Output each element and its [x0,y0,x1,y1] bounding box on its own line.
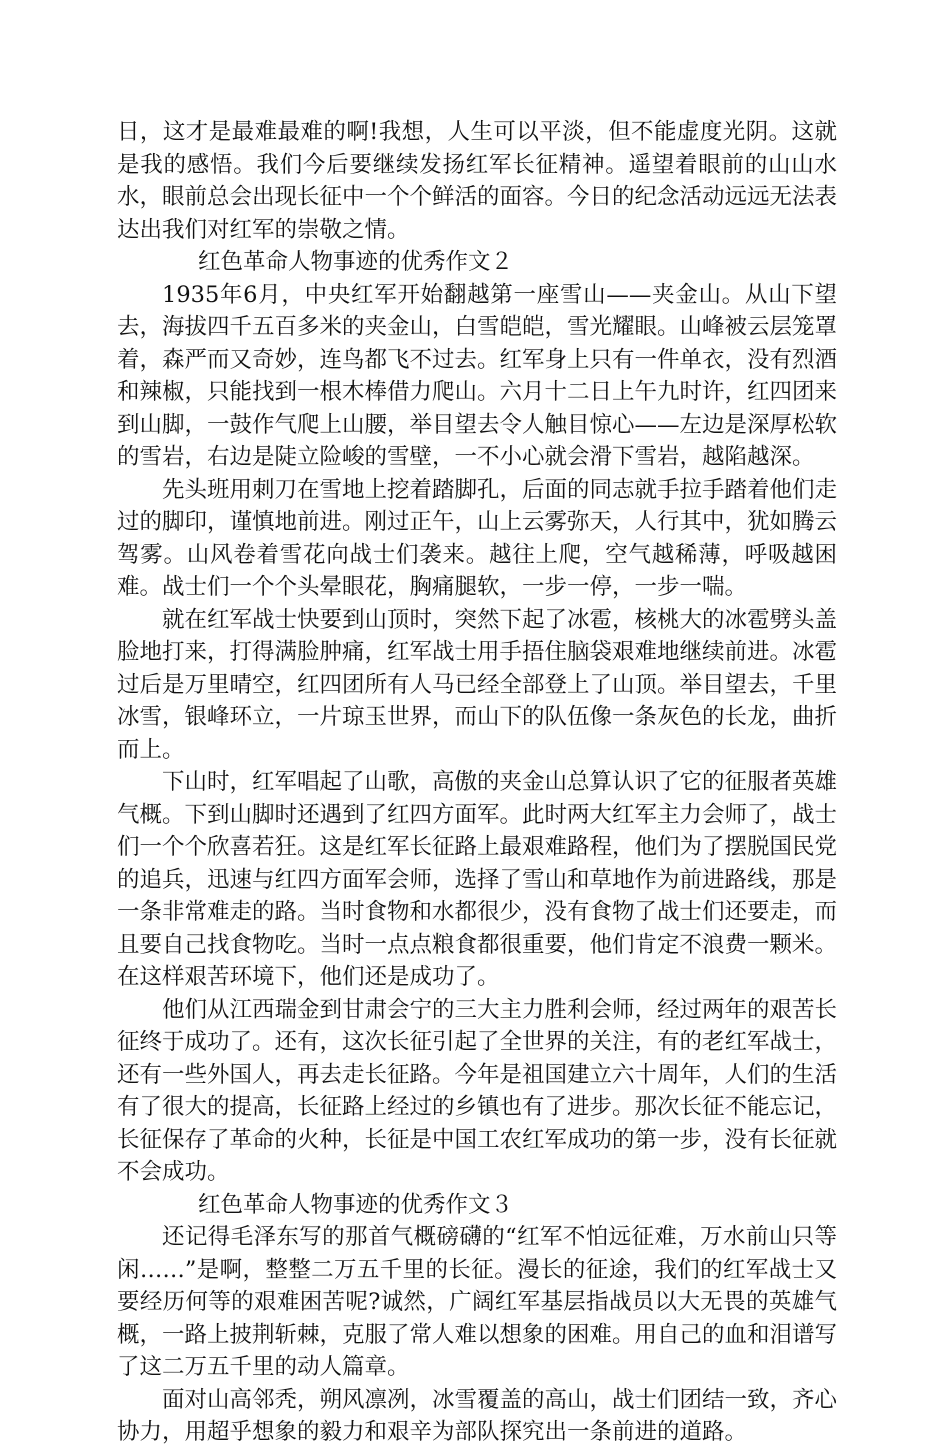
document-body [117,116,837,1449]
essay-heading-3: 红色革命人物事迹的优秀作文３ [198,1191,514,1218]
paragraph-victory: 他们从江西瑞金到甘肃会宁的三大主力胜利会师，经过两年的艰苦长征终于成功了。还有，这次长征引起了全世界的关注，有的老红军战士，还有一些外国人，再去走长征路。今年是祖国建立六十周年，人们的生活有了很大的提高，长征路上经过的乡镇也有了进步。那次长征不能忘记，长征保存了革命的火种，长征是中国工农红军成功的第一步，没有长征就不会成功。 [117,996,838,1185]
paragraph-descending: 下山时，红军唱起了山歌，高傲的夹金山总算认识了它的征服者英雄气概。下到山脚时还遇到了红四方面军。此时两大红军主力会师了，战士们一个个欣喜若狂。这是红军长征路上最艰难路程，他们为了摆脱国民党的追兵，迅速与红四方面军会师，选择了雪山和草地作为前进路线，那是一条非常难走的路。当时食物和水都很少，没有食物了战士们还要走，而且要自己找食物吃。当时一点点粮食都很重要，他们肯定不浪费一颗米。在这样艰苦环境下，他们还是成功了。 [117,769,838,990]
paragraph-continuation: 日，这才是最难最难的啊!我想，人生可以平淡，但不能虚度光阴。这就是我的感悟。我们今后要继续发扬红军长征精神。遥望着眼前的山山水水，眼前总会出现长征中一个个鲜活的面容。今日的纪念活动远远无法表达出我们对红军的崇敬之情。 [117,119,838,243]
paragraph-mao-poem: 还记得毛泽东写的那首气概磅礴的“红军不怕远征难，万水前山只等闲……”是啊，整整二万五千里的长征。漫长的征途，我们的红军战士又要经历何等的艰难困苦呢?诚然，广阔红军基层指战员以大无畏的英雄气概，一路上披荆斩棘，克服了常人难以想象的困难。用自己的血和泪谱写了这二万五千里的动人篇章。 [117,1224,838,1380]
paragraph-advance-in-snow: 先头班用刺刀在雪地上挖着踏脚孔，后面的同志就手拉手踏着他们走过的脚印，谨慎地前进。刚过正午，山上云雾弥天，人行其中，犹如腾云驾雾。山风卷着雪花向战士们袭来。越往上爬，空气越稀薄，呼吸越困难。战士们一个个头晕眼花，胸痛腿软，一步一停，一步一喘。 [117,476,838,600]
paragraph-jiajin-mountain: 1935年6月，中央红军开始翻越第一座雪山——夹金山。从山下望去，海拔四千五百多米的夹金山，白雪皑皑，雪光耀眼。山峰被云层笼罩着，森严而又奇妙，连鸟都飞不过去。红军身上只有一件单衣，没有烈酒和辣椒，只能找到一根木棒借力爬山。六月十二日上午九时许，红四团来到山脚，一鼓作气爬上山腰，举目望去令人触目惊心——左边是深厚松软的雪岩，右边是陡立险峻的雪壁，一不小心就会滑下雪岩，越陷越深。 [117,281,838,470]
paragraph-mountains: 面对山高邻秃，朔风凛冽，冰雪覆盖的高山，战士们团结一致，齐心协力，用超乎想象的毅力和艰辛为部队探究出一条前进的道路。 [117,1386,838,1445]
essay-heading-2: 红色革命人物事迹的优秀作文２ [198,249,514,275]
paragraph-hailstorm: 就在红军战士快要到山顶时，突然下起了冰雹，核桃大的冰雹劈头盖脸地打来，打得满脸肿痛，红军战士用手捂住脑袋艰难地继续前进。冰雹过后是万里晴空，红四团所有人马已经全部登上了山顶。举目望去，千里冰雪，银峰环立，一片琼玉世界，而山下的队伍像一条灰色的长龙，曲折而上。 [117,606,838,763]
